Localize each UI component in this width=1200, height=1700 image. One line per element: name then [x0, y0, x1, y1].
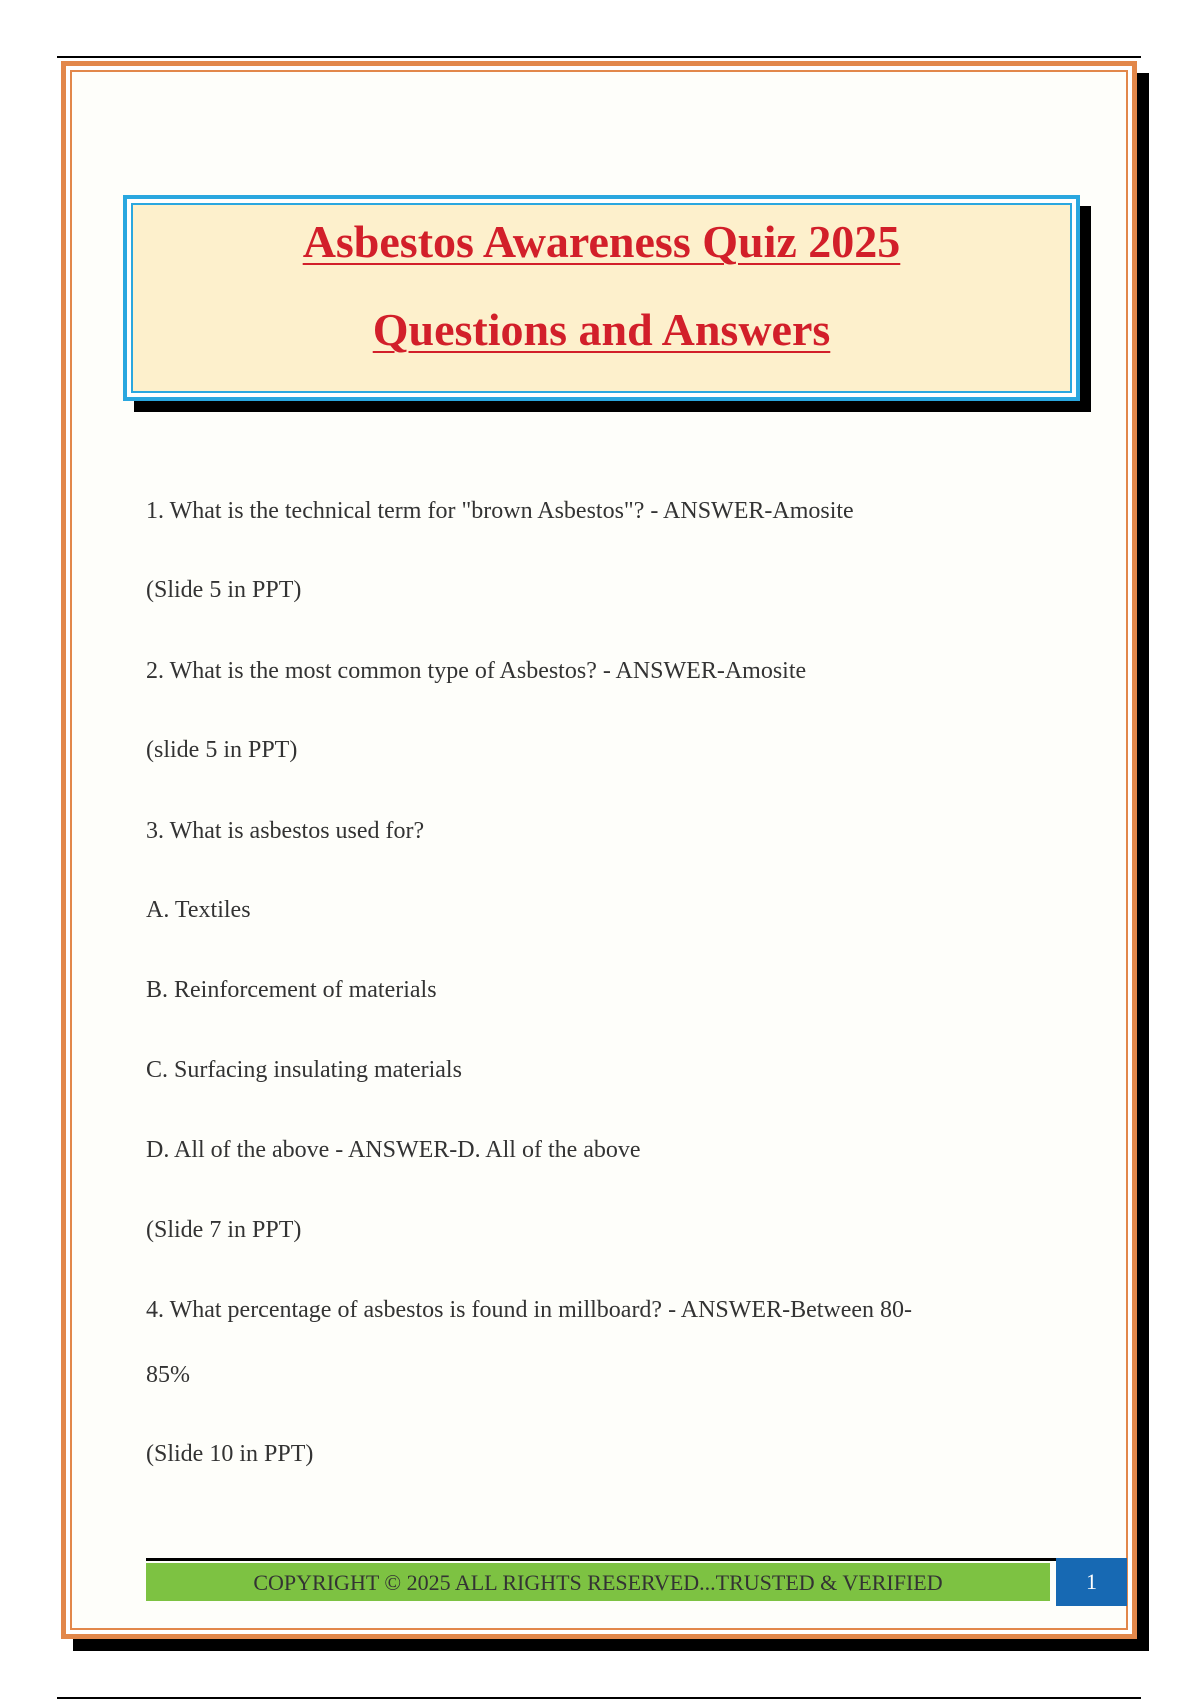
option-b: B. Reinforcement of materials — [146, 977, 437, 1003]
question-1: 1. What is the technical term for "brown Asbestos"? - ANSWER-Amosite — [146, 498, 854, 524]
slide-reference: (Slide 5 in PPT) — [146, 577, 302, 603]
bottom-rule — [57, 1697, 1141, 1699]
option-a: A. Textiles — [146, 897, 251, 923]
slide-reference: (Slide 10 in PPT) — [146, 1441, 314, 1467]
page-number: 1 — [1056, 1558, 1127, 1606]
question-4: 4. What percentage of asbestos is found in millboard? - ANSWER-Between 80- — [146, 1297, 913, 1323]
question-2: 2. What is the most common type of Asbestos? - ANSWER-Amosite — [146, 658, 807, 684]
option-c: C. Surfacing insulating materials — [146, 1057, 462, 1083]
footer-copyright: COPYRIGHT © 2025 ALL RIGHTS RESERVED...TRUSTED & VERIFIED — [146, 1563, 1050, 1601]
option-d-answer: D. All of the above - ANSWER-D. All of the above — [146, 1137, 641, 1163]
question-4-continued: 85% — [146, 1362, 190, 1388]
top-rule — [57, 56, 1141, 58]
footer-rule — [146, 1558, 1056, 1561]
slide-reference: (slide 5 in PPT) — [146, 737, 298, 763]
title-line-2: Questions and Answers — [372, 304, 831, 355]
title-line-1: Asbestos Awareness Quiz 2025 — [302, 216, 901, 267]
slide-reference: (Slide 7 in PPT) — [146, 1217, 302, 1243]
question-3: 3. What is asbestos used for? — [146, 818, 425, 844]
title-box-inner — [131, 203, 1072, 393]
title-box — [123, 195, 1080, 401]
